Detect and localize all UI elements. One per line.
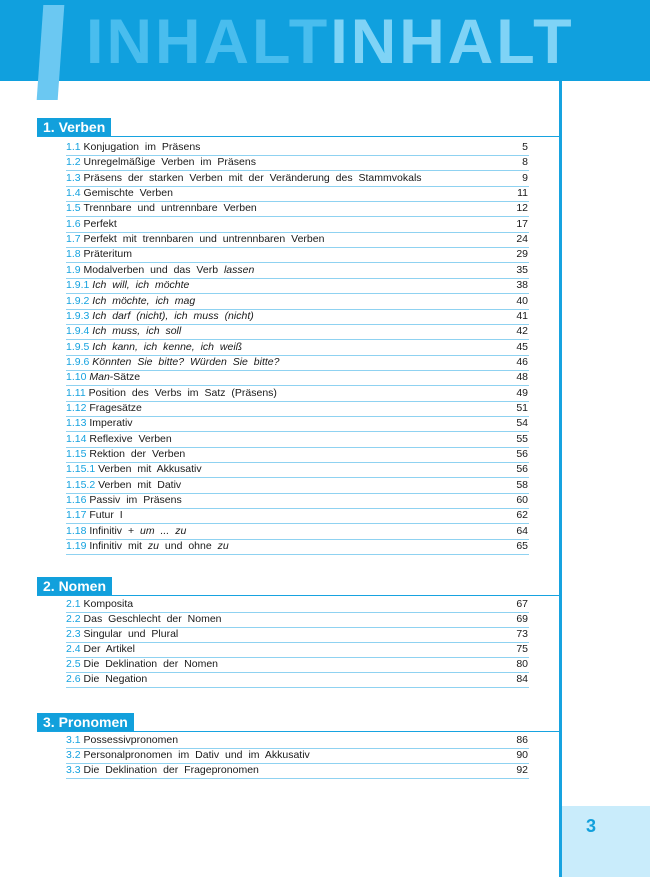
toc-entry-page: 58 [516,479,528,491]
toc-entry-page: 54 [516,417,528,429]
toc-entry-title [92,356,279,368]
toc-entry-number: 1.9 [66,264,81,276]
toc-entry-page: 11 [517,187,528,199]
toc-entry-number: 2.2 [66,613,81,625]
toc-entry-title [92,325,181,337]
toc-entry-page: 56 [516,448,528,460]
toc-entry-title [92,279,189,291]
toc-entry-number: 1.9.5 [66,341,90,353]
toc-entry-title-italic: Ich will, ich möchte [92,279,190,291]
toc-entry-title: Die Negation [83,673,148,685]
toc-entry-title: Passiv im Präsens [89,494,182,506]
toc-entry-title-italic: Ich darf (nicht), ich muss (nicht) [92,310,254,322]
toc-entry-number: 1.14 [66,433,87,445]
toc-entry[interactable] [66,402,529,417]
toc-entry-title-italic: zu [217,540,229,552]
toc-entry-title: Infinitiv + um ... zu [89,525,187,537]
toc-entry[interactable] [66,673,529,688]
toc-entry-number: 1.9.1 [66,279,90,291]
toc-entry-page: 69 [516,613,528,625]
toc-entry-title-italic: Man [89,371,110,383]
header-title [86,4,575,80]
toc-entry-number: 1.9.4 [66,325,90,337]
toc-entry-number: 1.10 [66,371,87,383]
section-rule [37,595,560,596]
toc-entry-page: 35 [516,264,528,276]
toc-entry-title: Präteritum [83,248,132,260]
toc-entry[interactable] [66,463,529,478]
toc-entry-number: 2.3 [66,628,81,640]
toc-entry[interactable] [66,598,529,613]
toc-entry-page: 40 [516,295,528,307]
toc-entry-number: 1.7 [66,233,81,245]
toc-entry-page: 45 [516,341,528,353]
toc-entry[interactable] [66,233,529,248]
toc-entry-number: 1.8 [66,248,81,260]
toc-entry-number: 1.16 [66,494,87,506]
toc-entry-title: Konjugation im Präsens [83,141,201,153]
toc-entry-title: Komposita [83,598,134,610]
toc-entry[interactable] [66,479,529,494]
toc-entry-title: Gemischte Verben [83,187,173,199]
toc-entry-page: 60 [516,494,528,506]
toc-entry-title: Der Artikel [83,643,135,655]
toc-entry[interactable] [66,187,529,202]
toc-entry-title-italic: Ich kann, ich kenne, ich weiß [92,341,243,353]
toc-entry-number: 1.9.3 [66,310,90,322]
toc-entry-number: 1.9.2 [66,295,90,307]
toc-entry[interactable] [66,540,529,555]
toc-entry[interactable] [66,172,529,187]
toc-entry-page: 86 [516,734,528,746]
toc-entry[interactable] [66,202,529,217]
toc-entry[interactable] [66,387,529,402]
toc-entry-number: 2.6 [66,673,81,685]
toc-entry-title-italic: um ... zu [140,525,187,537]
toc-entry[interactable] [66,141,529,156]
toc-entry-number: 1.12 [66,402,87,414]
toc-entry-title: Perfekt [83,218,117,230]
toc-entry[interactable] [66,525,529,540]
toc-entry-title-italic: zu [147,540,159,552]
toc-entry[interactable] [66,658,529,673]
toc-entry[interactable] [66,628,529,643]
toc-entry-title: Man-Sätze [89,371,141,383]
toc-entry-page: 41 [516,310,528,322]
toc-entry-page: 55 [516,433,528,445]
section-heading: 1. Verben [37,118,111,137]
toc-entry-title: Verben mit Akkusativ [98,463,202,475]
toc-entry-number: 1.19 [66,540,87,552]
toc-entry-page: 75 [516,643,528,655]
toc-entry-title: Unregelmäßige Verben im Präsens [83,156,256,168]
toc-entry-title: Reflexive Verben [89,433,172,445]
toc-entry[interactable] [66,279,529,294]
toc-entry-page: 49 [516,387,528,399]
toc-entry-title-italic: Könnten Sie bitte? Würden Sie bitte? [92,356,280,368]
toc-entry-number: 3.1 [66,734,81,746]
header-title-ghost: INHALT [86,7,331,77]
toc-entry-page: 46 [516,356,528,368]
toc-entry-number: 3.3 [66,764,81,776]
toc-entry[interactable] [66,448,529,463]
toc-entry-title: Singular und Plural [83,628,179,640]
toc-entry-page: 29 [516,248,528,260]
toc-entry[interactable] [66,248,529,263]
toc-entry-title: Personalpronomen im Dativ und im Akkusativ [83,749,310,761]
toc-entry[interactable] [66,310,529,325]
toc-entry-title [92,310,253,322]
toc-entry-number: 1.11 [66,387,86,399]
toc-entry-page: 12 [516,202,528,214]
toc-entry-title: Verben mit Dativ [98,479,182,491]
toc-entry-number: 1.5 [66,202,81,214]
toc-entry-number: 1.3 [66,172,81,184]
toc-entry-number: 3.2 [66,749,81,761]
toc-entry-title: Präsens der starken Verben mit der Veränderung des Stammvokals [83,172,422,184]
toc-entry-page: 24 [516,233,528,245]
toc-entry[interactable] [66,264,529,279]
toc-entry-title: Possessivpronomen [83,734,179,746]
toc-entry[interactable] [66,509,529,524]
vertical-divider [559,81,562,877]
toc-entry-title: Perfekt mit trennbaren und untrennbaren Verben [83,233,325,245]
toc-entry[interactable] [66,218,529,233]
toc-entry-number: 1.1 [66,141,81,153]
toc-entry-number: 1.6 [66,218,81,230]
toc-entry-title: Fragesätze [89,402,142,414]
toc-entry[interactable] [66,295,529,310]
toc-entry-number: 1.15.1 [66,463,96,475]
toc-entry-page: 65 [516,540,528,552]
toc-entry-page: 64 [516,525,528,537]
toc-entry[interactable] [66,643,529,658]
toc-entry-page: 67 [516,598,528,610]
toc-entry[interactable] [66,749,529,764]
toc-entry[interactable] [66,494,529,509]
toc-entry-page: 5 [522,141,528,153]
toc-entry-title: Modalverben und das Verb lassen [83,264,255,276]
toc-entry-title: Position des Verbs im Satz (Präsens) [88,387,277,399]
section-heading: 2. Nomen [37,577,112,596]
toc-entry[interactable] [66,417,529,432]
toc-entry-number: 1.4 [66,187,81,199]
page-number: 3 [585,816,596,836]
toc-entry-number: 2.5 [66,658,81,670]
toc-entry-title: Rektion der Verben [89,448,186,460]
toc-entry-title: Infinitiv mit zu und ohne zu [89,540,229,552]
toc-entry-title: Das Geschlecht der Nomen [83,613,222,625]
toc-entry-page: 92 [516,764,528,776]
toc-entry-page: 90 [516,749,528,761]
toc-entry-title-italic: Ich muss, ich soll [92,325,182,337]
toc-entry-page: 51 [516,402,528,414]
section-heading: 3. Pronomen [37,713,134,732]
toc-entry-number: 1.9.6 [66,356,90,368]
toc-entry[interactable] [66,341,529,356]
toc-entry[interactable] [66,613,529,628]
toc-entry-title: Imperativ [89,417,133,429]
toc-entry-title [92,341,242,353]
toc-entry-page: 56 [516,463,528,475]
toc-entry-page: 42 [516,325,528,337]
toc-entry-page: 80 [516,658,528,670]
toc-entry[interactable] [66,371,529,386]
toc-entry-title: Trennbare und untrennbare Verben [83,202,257,214]
toc-entry-page: 84 [516,673,528,685]
toc-entry[interactable] [66,325,529,340]
toc-entry[interactable] [66,356,529,371]
header-title-solid: INHALT [330,7,575,77]
toc-entry[interactable] [66,156,529,171]
toc-entry-number: 1.18 [66,525,87,537]
page-number-box [562,806,650,877]
section-rule [37,731,560,732]
toc-entry-number: 1.13 [66,417,87,429]
toc-entry-number: 1.17 [66,509,87,521]
toc-entry-number: 1.15 [66,448,87,460]
toc-entry-title: Futur I [89,509,123,521]
section-rule [37,136,560,137]
toc-entry-page: 9 [522,172,528,184]
toc-entry-number: 1.15.2 [66,479,96,491]
toc-entry-page: 38 [516,279,528,291]
toc-entry-page: 48 [516,371,528,383]
toc-entry-page: 17 [516,218,528,230]
toc-entry-number: 2.4 [66,643,81,655]
header-banner [0,0,650,81]
toc-entry-number: 2.1 [66,598,81,610]
toc-entry-title: Die Deklination der Nomen [83,658,219,670]
toc-entry-title: Die Deklination der Fragepronomen [83,764,259,776]
toc-entry[interactable] [66,734,529,749]
toc-entry-page: 8 [522,156,528,168]
toc-entry-title-italic: Ich möchte, ich mag [92,295,196,307]
toc-entry-page: 62 [516,509,528,521]
toc-entry-title [92,295,195,307]
toc-entry[interactable] [66,764,529,779]
toc-entry[interactable] [66,433,529,448]
toc-entry-page: 73 [516,628,528,640]
toc-entry-title-italic: lassen [223,264,255,276]
toc-entry-number: 1.2 [66,156,81,168]
